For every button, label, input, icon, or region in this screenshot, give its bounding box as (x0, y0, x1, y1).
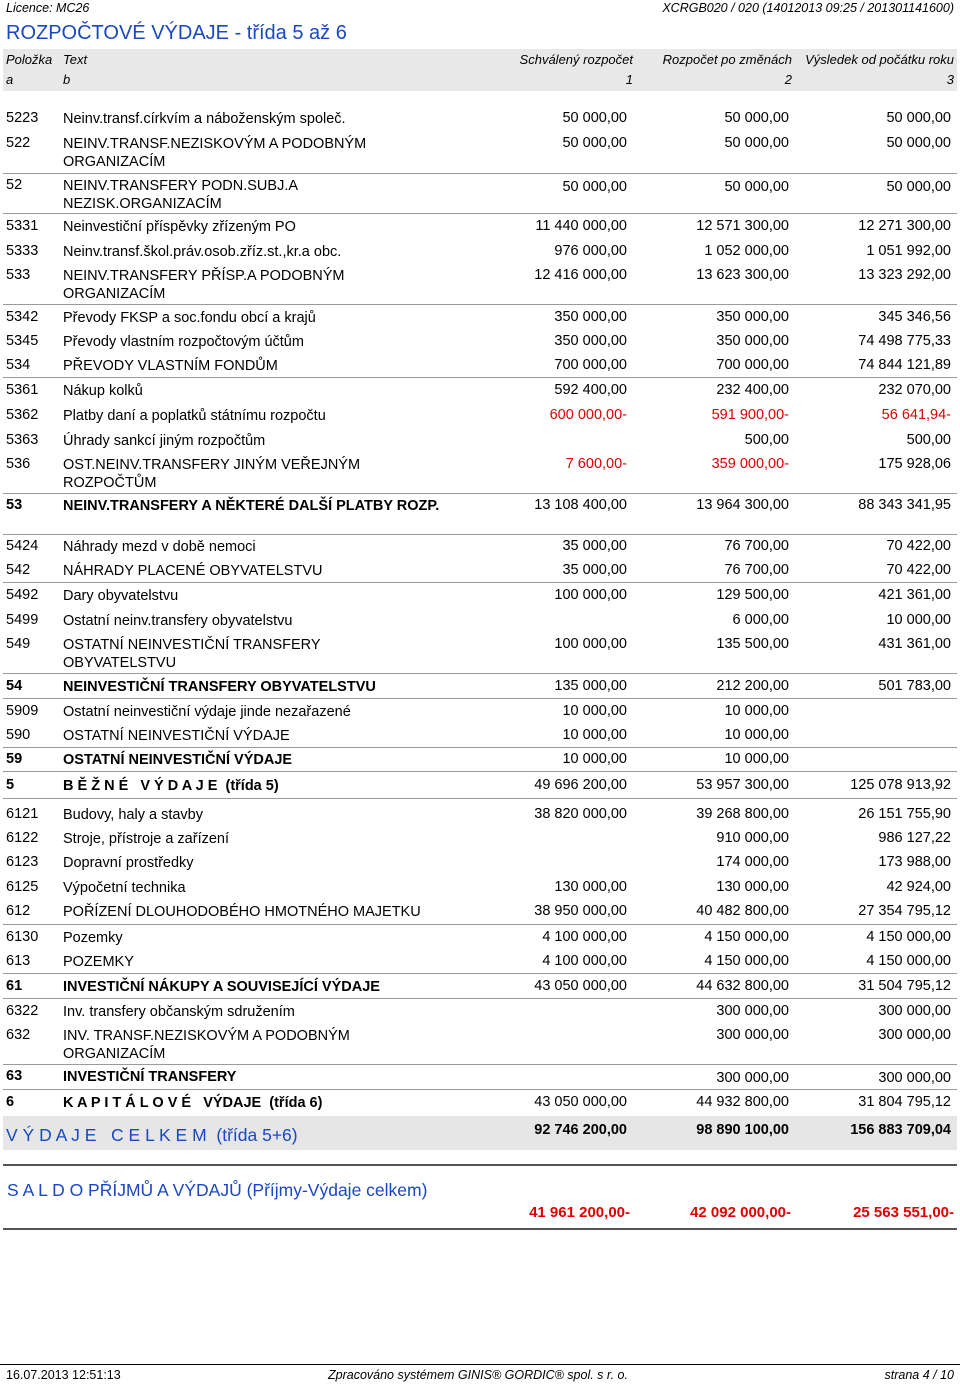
row-text: INVESTIČNÍ TRANSFERY (63, 1069, 237, 1085)
row-schvaleny: 10 000,00 (562, 727, 627, 743)
subtotal-line (3, 1089, 957, 1090)
row-vysledek: 232 070,00 (878, 382, 951, 398)
row-text: NEINV.TRANSFERY A NĚKTERÉ DALŠÍ PLATBY ROZP. (63, 498, 440, 514)
row-po-zmenach: 4 150 000,00 (704, 953, 789, 969)
row-text: NEINV.TRANSFERY PODN.SUBJ.A NEZISK.ORGANIZACÍM (63, 178, 298, 212)
row-code: 5362 (6, 407, 39, 423)
row-text: Úhrady sankcí jiným rozpočtům (63, 433, 266, 449)
row-po-zmenach: 44 632 800,00 (696, 978, 789, 994)
subtotal-line (3, 747, 957, 748)
row-code: 6123 (6, 854, 39, 870)
row-code: 6322 (6, 1003, 39, 1019)
row-vysledek: 88 343 341,95 (858, 497, 951, 513)
row-vysledek: 26 151 755,90 (858, 806, 951, 822)
subtotal-line (3, 173, 957, 174)
row-vysledek: 10 000,00 (886, 612, 951, 628)
subtotal-line (3, 673, 957, 674)
row-po-zmenach: 6 000,00 (732, 612, 789, 628)
row-schvaleny: 700 000,00 (554, 357, 627, 373)
grand-total-schvaleny: 92 746 200,00 (534, 1122, 627, 1138)
row-text: Převody vlastním rozpočtovým účtům (63, 334, 304, 350)
row-po-zmenach: 135 500,00 (716, 636, 789, 652)
row-code: 5492 (6, 587, 39, 603)
row-code: 6 (6, 1094, 15, 1110)
row-po-zmenach: 130 000,00 (716, 879, 789, 895)
header-schvaleny: Schválený rozpočet (519, 52, 633, 67)
row-text: Výpočetní technika (63, 880, 186, 896)
row-schvaleny: 35 000,00 (562, 562, 627, 578)
row-text: Dopravní prostředky (63, 855, 194, 871)
row-code: 549 (6, 636, 31, 652)
row-code: 61 (6, 978, 23, 994)
row-po-zmenach: 40 482 800,00 (696, 903, 789, 919)
subtotal-line (3, 798, 957, 799)
grand-total-row (3, 1116, 957, 1150)
report-top-bar (0, 0, 960, 18)
row-code: 5363 (6, 432, 39, 448)
row-schvaleny: 43 050 000,00 (534, 1094, 627, 1110)
row-po-zmenach: 50 000,00 (724, 179, 789, 195)
saldo-section (3, 1164, 957, 1230)
row-code: 54 (6, 678, 23, 694)
page-footer (0, 1364, 960, 1385)
row-schvaleny: 976 000,00 (554, 243, 627, 259)
row-schvaleny: 7 600,00- (565, 456, 627, 472)
row-vysledek: 300 000,00 (878, 1070, 951, 1086)
row-code: 6121 (6, 806, 39, 822)
subtotal-line (3, 1064, 957, 1065)
header-sub-2: 2 (784, 72, 792, 87)
row-code: 613 (6, 953, 31, 969)
row-vysledek: 4 150 000,00 (866, 953, 951, 969)
row-vysledek: 70 422,00 (886, 538, 951, 554)
row-code: 6130 (6, 929, 39, 945)
row-code: 53 (6, 497, 23, 513)
row-vysledek: 421 361,00 (878, 587, 951, 603)
row-code: 5499 (6, 612, 39, 628)
row-schvaleny: 10 000,00 (562, 703, 627, 719)
subtotal-line (3, 304, 957, 305)
row-vysledek: 173 988,00 (878, 854, 951, 870)
footer-page-number: strana 4 / 10 (884, 1368, 954, 1382)
grand-total-po-zmenach: 98 890 100,00 (696, 1122, 789, 1138)
row-po-zmenach: 76 700,00 (724, 538, 789, 554)
row-po-zmenach: 591 900,00- (711, 407, 789, 423)
row-po-zmenach: 44 932 800,00 (696, 1094, 789, 1110)
row-vysledek: 1 051 992,00 (866, 243, 951, 259)
row-text: Pozemky (63, 930, 123, 946)
row-text: OSTATNÍ NEINVESTIČNÍ TRANSFERY OBYVATELSTVU (63, 637, 321, 671)
row-text: NEINV.TRANSFERY PŘÍSP.A PODOBNÝM ORGANIZACÍM (63, 268, 345, 302)
row-schvaleny: 100 000,00 (554, 636, 627, 652)
row-schvaleny: 38 820 000,00 (534, 806, 627, 822)
row-po-zmenach: 1 052 000,00 (704, 243, 789, 259)
row-vysledek: 300 000,00 (878, 1027, 951, 1043)
row-text: POZEMKY (63, 954, 134, 970)
row-code: 5 (6, 777, 15, 793)
row-text: INVESTIČNÍ NÁKUPY A SOUVISEJÍCÍ VÝDAJE (63, 979, 380, 995)
row-vysledek: 56 641,94- (881, 407, 951, 423)
row-schvaleny: 350 000,00 (554, 309, 627, 325)
row-vysledek: 74 498 775,33 (858, 333, 951, 349)
row-po-zmenach: 129 500,00 (716, 587, 789, 603)
row-vysledek: 12 271 300,00 (858, 218, 951, 234)
row-schvaleny: 4 100 000,00 (542, 929, 627, 945)
row-schvaleny: 130 000,00 (554, 879, 627, 895)
row-po-zmenach: 232 400,00 (716, 382, 789, 398)
row-text: K A P I T Á L O V É VÝDAJE (třída 6) (63, 1095, 323, 1111)
row-vysledek: 345 346,56 (878, 309, 951, 325)
row-po-zmenach: 700 000,00 (716, 357, 789, 373)
row-vysledek: 42 924,00 (886, 879, 951, 895)
row-text: Neinv.transf.škol.práv.osob.zříz.st.,kr.a obc. (63, 244, 342, 260)
row-code: 63 (6, 1068, 23, 1084)
row-po-zmenach: 50 000,00 (724, 135, 789, 151)
row-text: Budovy, haly a stavby (63, 807, 203, 823)
grand-total-vysledek: 156 883 709,04 (850, 1122, 951, 1138)
report-id: XCRGB020 / 020 (14012013 09:25 / 201301141600) (662, 1, 954, 15)
saldo-schvaleny: 41 961 200,00- (529, 1204, 630, 1221)
row-po-zmenach: 359 000,00- (711, 456, 789, 472)
row-vysledek: 50 000,00 (886, 179, 951, 195)
row-schvaleny: 100 000,00 (554, 587, 627, 603)
row-vysledek: 300 000,00 (878, 1003, 951, 1019)
row-code: 5345 (6, 333, 39, 349)
row-po-zmenach: 500,00 (744, 432, 789, 448)
row-code: 6122 (6, 830, 39, 846)
row-code: 542 (6, 562, 31, 578)
header-sub-b: b (63, 72, 71, 87)
row-code: 5361 (6, 382, 39, 398)
row-code: 632 (6, 1027, 31, 1043)
row-text: Ostatní neinvestiční výdaje jinde nezařazené (63, 704, 351, 720)
row-vysledek: 175 928,06 (878, 456, 951, 472)
header-po-zmenach: Rozpočet po změnách (662, 52, 792, 67)
row-code: 52 (6, 177, 23, 193)
row-po-zmenach: 13 964 300,00 (696, 497, 789, 513)
row-vysledek: 31 804 795,12 (858, 1094, 951, 1110)
row-schvaleny: 350 000,00 (554, 333, 627, 349)
row-schvaleny: 50 000,00 (562, 179, 627, 195)
row-po-zmenach: 50 000,00 (724, 110, 789, 126)
row-code: 5424 (6, 538, 39, 554)
row-schvaleny: 49 696 200,00 (534, 777, 627, 793)
footer-date: 16.07.2013 12:51:13 (6, 1368, 121, 1382)
row-code: 534 (6, 357, 31, 373)
row-po-zmenach: 53 957 300,00 (696, 777, 789, 793)
row-schvaleny: 11 440 000,00 (535, 218, 627, 234)
row-vysledek: 13 323 292,00 (858, 267, 951, 283)
row-schvaleny: 135 000,00 (554, 678, 627, 694)
row-vysledek: 50 000,00 (886, 110, 951, 126)
subtotal-line (3, 377, 957, 378)
subtotal-line (3, 973, 957, 974)
subtotal-line (3, 771, 957, 772)
row-vysledek: 31 504 795,12 (858, 978, 951, 994)
row-schvaleny: 600 000,00- (549, 407, 627, 423)
subtotal-line (3, 924, 957, 925)
row-po-zmenach: 910 000,00 (716, 830, 789, 846)
row-text: POŘÍZENÍ DLOUHODOBÉHO HMOTNÉHO MAJETKU (63, 904, 421, 920)
row-vysledek: 501 783,00 (878, 678, 951, 694)
row-schvaleny: 35 000,00 (562, 538, 627, 554)
subtotal-line (3, 534, 957, 535)
row-text: Inv. transfery občanským sdružením (63, 1004, 295, 1020)
subtotal-line (3, 213, 957, 214)
row-po-zmenach: 12 571 300,00 (696, 218, 789, 234)
row-schvaleny: 38 950 000,00 (534, 903, 627, 919)
row-text: INV. TRANSF.NEZISKOVÝM A PODOBNÝM ORGANIZACÍM (63, 1028, 350, 1062)
header-polozka: Položka (6, 52, 53, 67)
row-po-zmenach: 212 200,00 (716, 678, 789, 694)
row-po-zmenach: 4 150 000,00 (704, 929, 789, 945)
row-code: 5331 (6, 218, 39, 234)
row-vysledek: 986 127,22 (878, 830, 951, 846)
row-text: Ostatní neinv.transfery obyvatelstvu (63, 613, 293, 629)
row-po-zmenach: 350 000,00 (716, 333, 789, 349)
row-code: 612 (6, 903, 31, 919)
row-po-zmenach: 300 000,00 (716, 1070, 789, 1086)
row-po-zmenach: 10 000,00 (724, 751, 789, 767)
row-code: 5333 (6, 243, 39, 259)
subtotal-line (3, 493, 957, 494)
row-text: NÁHRADY PLACENÉ OBYVATELSTVU (63, 563, 323, 579)
row-po-zmenach: 350 000,00 (716, 309, 789, 325)
row-schvaleny: 10 000,00 (562, 751, 627, 767)
row-text: Převody FKSP a soc.fondu obcí a krajů (63, 310, 316, 326)
header-sub-1: 1 (625, 72, 633, 87)
row-vysledek: 125 078 913,92 (850, 777, 951, 793)
row-text: OST.NEINV.TRANSFERY JINÝM VEŘEJNÝM ROZPOČTŮM (63, 457, 361, 491)
row-text: Stroje, přístroje a zařízení (63, 831, 230, 847)
subtotal-line (3, 698, 957, 699)
licence-label: Licence: MC26 (6, 1, 90, 15)
row-po-zmenach: 76 700,00 (724, 562, 789, 578)
row-vysledek: 70 422,00 (886, 562, 951, 578)
header-text: Text (63, 52, 88, 67)
row-text: NEINV.TRANSF.NEZISKOVÝM A PODOBNÝM ORGANIZACÍM (63, 136, 367, 170)
row-code: 6125 (6, 879, 39, 895)
row-text: Dary obyvatelstvu (63, 588, 179, 604)
subtotal-line (3, 582, 957, 583)
row-code: 5342 (6, 309, 39, 325)
row-text: Platby daní a poplatků státnímu rozpočtu (63, 408, 326, 424)
row-po-zmenach: 300 000,00 (716, 1003, 789, 1019)
row-po-zmenach: 174 000,00 (716, 854, 789, 870)
header-sub-3: 3 (946, 72, 954, 87)
row-po-zmenach: 13 623 300,00 (696, 267, 789, 283)
row-schvaleny: 50 000,00 (562, 135, 627, 151)
saldo-vysledek: 25 563 551,00- (853, 1204, 954, 1221)
row-code: 5223 (6, 110, 39, 126)
header-vysledek: Výsledek od počátku roku (805, 52, 954, 67)
row-code: 533 (6, 267, 31, 283)
row-text: Neinvestiční příspěvky zřízeným PO (63, 219, 296, 235)
row-text: PŘEVODY VLASTNÍM FONDŮM (63, 358, 278, 374)
row-text: OSTATNÍ NEINVESTIČNÍ VÝDAJE (63, 752, 293, 768)
footer-system: Zpracováno systémem GINIS® GORDIC® spol. s r. o. (328, 1368, 628, 1382)
saldo-po-zmenach: 42 092 000,00- (690, 1204, 791, 1221)
row-code: 59 (6, 751, 23, 767)
row-text: Neinv.transf.církvím a náboženským společ. (63, 111, 346, 127)
row-text: NEINVESTIČNÍ TRANSFERY OBYVATELSTVU (63, 679, 376, 695)
row-code: 590 (6, 727, 31, 743)
row-vysledek: 500,00 (906, 432, 951, 448)
table-header (3, 49, 957, 91)
row-schvaleny: 43 050 000,00 (534, 978, 627, 994)
row-schvaleny: 4 100 000,00 (542, 953, 627, 969)
row-code: 5909 (6, 703, 39, 719)
row-text: OSTATNÍ NEINVESTIČNÍ VÝDAJE (63, 728, 290, 744)
row-po-zmenach: 10 000,00 (724, 703, 789, 719)
row-po-zmenach: 10 000,00 (724, 727, 789, 743)
row-vysledek: 50 000,00 (886, 135, 951, 151)
row-text: Nákup kolků (63, 383, 143, 399)
header-sub-a: a (6, 72, 14, 87)
row-code: 522 (6, 135, 31, 151)
subtotal-line (3, 998, 957, 999)
row-vysledek: 4 150 000,00 (866, 929, 951, 945)
row-vysledek: 27 354 795,12 (858, 903, 951, 919)
row-text: B Ě Ž N É V Ý D A J E (třída 5) (63, 778, 279, 794)
row-text: Náhrady mezd v době nemoci (63, 539, 256, 555)
saldo-label: S A L D O PŘÍJMŮ A VÝDAJŮ (Příjmy-Výdaje celkem) (7, 1180, 428, 1200)
grand-total-label: V Ý D A J E C E L K E M (třída 5+6) (6, 1125, 298, 1145)
row-schvaleny: 13 108 400,00 (534, 497, 627, 513)
row-vysledek: 431 361,00 (878, 636, 951, 652)
row-code: 536 (6, 456, 31, 472)
row-po-zmenach: 300 000,00 (716, 1027, 789, 1043)
row-vysledek: 74 844 121,89 (858, 357, 951, 373)
row-po-zmenach: 39 268 800,00 (696, 806, 789, 822)
row-schvaleny: 50 000,00 (562, 110, 627, 126)
row-schvaleny: 592 400,00 (554, 382, 627, 398)
page-title: ROZPOČTOVÉ VÝDAJE - třída 5 až 6 (6, 22, 347, 44)
row-schvaleny: 12 416 000,00 (534, 267, 627, 283)
